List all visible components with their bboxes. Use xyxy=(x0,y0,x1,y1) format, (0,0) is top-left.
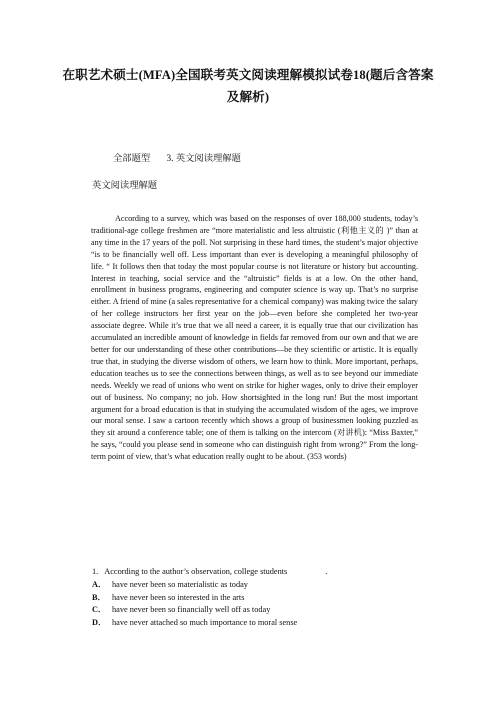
question-type-meta xyxy=(113,150,241,164)
option-letter: A． xyxy=(92,579,107,589)
option-text: have never attached so much importance to moral sense xyxy=(112,618,298,628)
reading-passage: According to a survey, which was based on the responses of over 188,000 students, today’s traditional-age college freshmen are “more materialistic and less altruistic (利他主义的 )” than at any time in the 17 years of the poll. Not surprising in these hard times, the student’s major objective “is to be financially well off. Less important than ever is developing a meaningful philosophy of life. “ It follows then that today the most popular course is not literature or history but accounting. Interest in teaching, social service and the “altruistic” fields is at a low. On the other hand, enrollment in business programs, engineering and computer science is way up. That’s no surprise either. A friend of mine (a sales representative for a chemical company) was making twice the salary of her college instructors her first year on the job—even before she completed her two-year associate degree. While it’s true that we all need a career, it is equally true that our civilization has accumulated an incredible amount of knowledge in fields far removed from our own and that we are better for our understanding of these other contributions—be they scientific or artistic. It is equally true that, in studying the diverse wisdom of others, we learn how to think. More important, perhaps, education teaches us to see the connections between things, as well as to see beyond our immediate needs. Weekly we read of unions who went on strike for higher wages, only to drive their employer out of business. No company; no job. How shortsighted in the long run! But the most important argument for a broad education is that in studying the accumulated wisdom of the ages, we improve our moral sense. I saw a cartoon recently which shows a group of businessmen looking puzzled as they sit around a conference table; one of them is talking on the intercom (对讲机): “Miss Baxter,” he says, “could you please send in someone who can distinguish right from wrong?” From the long-term point of view, that’s what education really ought to be about. (353 words) xyxy=(91,214,418,462)
option-text: have never been so materialistic as today xyxy=(112,579,248,589)
document-title: 在职艺术硕士(MFA)全国联考英文阅读理解模拟试卷18(题后含答案及解析) xyxy=(62,68,434,104)
option-letter: C． xyxy=(92,605,107,615)
option-b[interactable] xyxy=(92,592,422,605)
question-end: . xyxy=(325,567,328,576)
question-number: 1. xyxy=(92,567,99,576)
option-text: have never been so interested in the arts xyxy=(112,592,245,602)
section-label: 3. 英文阅读理解题 xyxy=(166,154,241,164)
section-heading: 英文阅读理解题 xyxy=(92,181,158,191)
question-block xyxy=(92,566,422,630)
type-label: 全部题型 xyxy=(113,154,151,164)
option-c[interactable] xyxy=(92,604,422,617)
option-letter: D． xyxy=(92,618,107,628)
question-stem xyxy=(92,566,422,579)
option-a[interactable] xyxy=(92,579,422,592)
option-letter: B． xyxy=(92,592,106,602)
option-text: have never been so financially well off as today xyxy=(112,605,271,615)
option-d[interactable] xyxy=(92,617,422,630)
question-text: According to the author’s observation, college students xyxy=(104,567,288,576)
